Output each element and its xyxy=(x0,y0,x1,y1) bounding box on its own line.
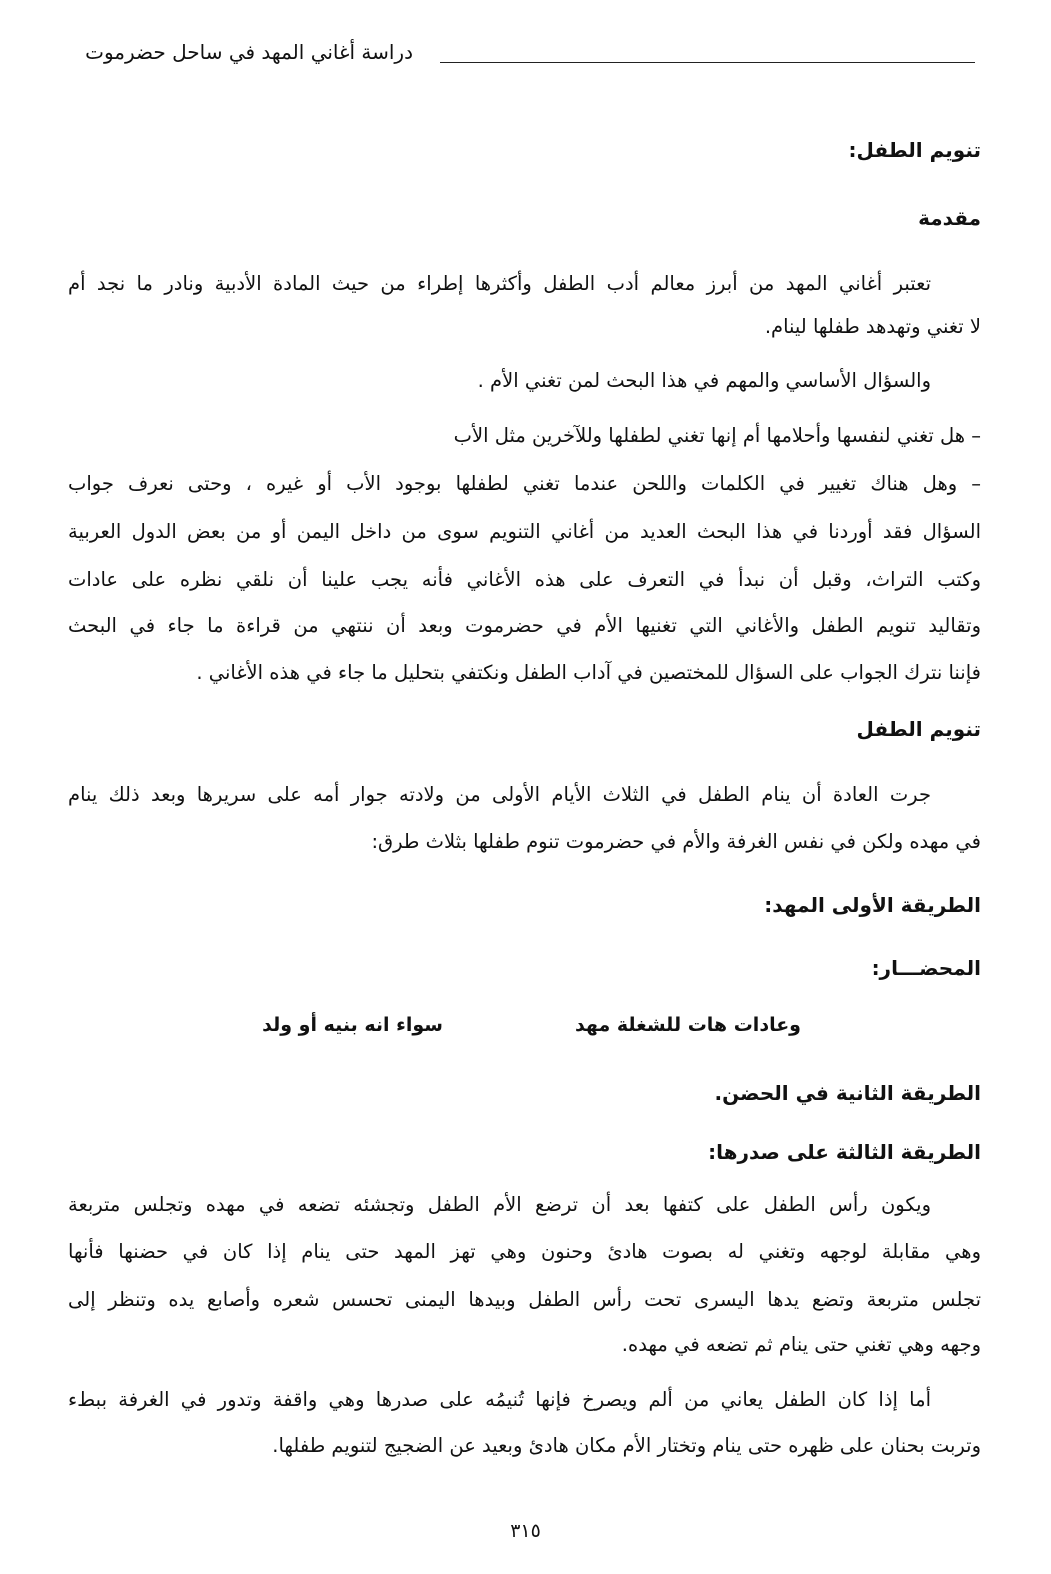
intro-heading: مقدمة xyxy=(918,206,981,230)
verse-second-hemistich: سواء انه بنيه أو ولد xyxy=(262,1014,443,1036)
intro-line: السؤال فقد أوردنا في هذا البحث العديد من أغاني التنويم سوى من داخل اليمن أو من بعض الدول العربية xyxy=(68,520,981,543)
intro-line: – هل تغني لنفسها وأحلامها أم إنها تغني لطفلها وللآخرين مثل الأب xyxy=(453,424,981,447)
intro-line: والسؤال الأساسي والمهم في هذا البحث لمن تغني الأم . xyxy=(477,369,931,392)
verse-first-hemistich: وعادات هات للشغلة مهد xyxy=(574,1014,801,1036)
section-heading: تنويم الطفل xyxy=(856,717,981,741)
method-three-line: وهي مقابلة لوجهه وتغني له بصوت هادئ وحنون وهي تهز المهد حتى ينام إذا كان في حضنها فأنها xyxy=(68,1240,981,1263)
method-one-heading: الطريقة الأولى المهد: xyxy=(764,893,981,917)
method-three-line: ويكون رأس الطفل على كتفها بعد أن ترضع الأم الطفل وتجشئه تضعه في مهده وتجلس متربعة xyxy=(68,1193,931,1216)
intro-line: لا تغني وتهدهد طفلها لينام. xyxy=(764,315,981,338)
section-line: في مهده ولكن في نفس الغرفة والأم في حضرموت تنوم طفلها بثلاث طرق: xyxy=(371,830,981,853)
header-rule xyxy=(440,62,975,63)
intro-line: وكتب التراث، وقبل أن نبدأ في التعرف على هذه الأغاني فأنه يجب علينا أن نلقي نظره على عادات xyxy=(68,568,981,591)
method-three-line: وتربت بحنان على ظهره حتى ينام وتختار الأم مكان هادئ وبعيد عن الضجيج لتنويم طفلها. xyxy=(272,1434,981,1457)
intro-line: – وهل هناك تغيير في الكلمات واللحن عندما تغني لطفلها بوجود الأب أو غيره ، وحتى نعرف جواب xyxy=(68,472,981,495)
section-line: جرت العادة أن ينام الطفل في الثلاث الأيام الأولى من ولادته جوار أمه على سريرها وبعد ذلك ينام xyxy=(68,783,931,806)
method-three-heading: الطريقة الثالثة على صدرها: xyxy=(708,1140,981,1164)
page-number: ٣١٥ xyxy=(510,1520,541,1542)
method-two-heading: الطريقة الثانية في الحضن. xyxy=(714,1081,981,1105)
main-heading: تنويم الطفل: xyxy=(848,138,981,162)
method-three-line: تجلس متربعة وتضع يدها اليسرى تحت رأس الطفل وبيدها اليمنى تحسس شعره وأصابع يده وتنظر إلى xyxy=(68,1288,981,1311)
intro-line: وتقاليد تنويم الطفل والأغاني التي تغنيها الأم في حضرموت وبعد أن ننتهي من قراءة ما جاء في البحث xyxy=(68,614,981,637)
method-three-line: أما إذا كان الطفل يعاني من ألم ويصرخ فإنها تُنيمُه على صدرها وهي واقفة وتدور في الغرفة ببطء xyxy=(68,1388,931,1411)
intro-line: تعتبر أغاني المهد من أبرز معالم أدب الطفل وأكثرها إطراء من حيث المادة الأدبية ونادر ما نجد أم xyxy=(68,272,931,295)
running-header: دراسة أغاني المهد في ساحل حضرموت xyxy=(85,40,413,64)
chant-heading: المحضـــار: xyxy=(871,956,981,980)
intro-line: فإننا نترك الجواب على السؤال للمختصين في آداب الطفل ونكتفي بتحليل ما جاء في هذه الأغاني . xyxy=(196,661,981,684)
method-three-line: وجهه وهي تغني حتى ينام ثم تضعه في مهده. xyxy=(621,1333,981,1356)
